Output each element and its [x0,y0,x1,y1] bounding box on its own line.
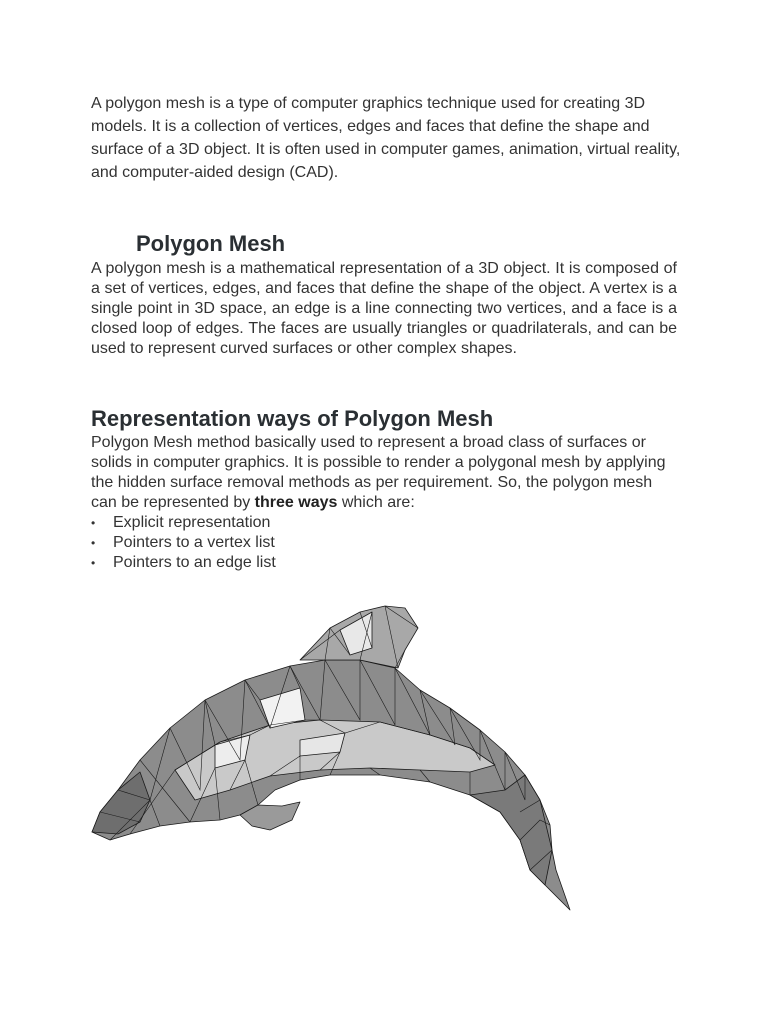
representation-text-end: which are: [337,494,415,511]
list-item [91,533,276,553]
intro-paragraph: A polygon mesh is a type of computer graphics technique used for creating 3D models. It is a collection of vertices, edges and faces that define the shape and surface of a 3D object. It is often used in computer games, animation, virtual reality, and computer-aided design (CAD). [91,95,681,181]
list-item-text: Pointers to an edge list [113,554,276,571]
polygon-mesh-heading: Polygon Mesh [136,231,286,256]
three-ways-emphasis: three ways [254,494,338,511]
bullet-icon: • [91,516,96,530]
polygon-mesh-paragraph: A polygon mesh is a mathematical representation of a 3D object. It is composed of a set of vertices, edges, and faces that define the shape of the object. A vertex is a single point in 3D space, an edge is a line connecting two vertices, and a face is a closed loop of edges. The faces are usually triangles or quadrilaterals, and can be used to represent curved surfaces or other complex shapes. [91,260,677,357]
representation-paragraph [91,433,681,513]
list-item [91,553,276,573]
list-item-text: Explicit representation [113,514,271,531]
representation-ways-list [91,513,276,573]
list-item [91,513,276,533]
bullet-icon: • [91,536,96,550]
representation-heading: Representation ways of Polygon Mesh [91,406,494,431]
dolphin-body [92,606,570,910]
list-item-text: Pointers to a vertex list [113,534,275,551]
bullet-icon: • [91,556,96,570]
representation-text-start: Polygon Mesh method basically used to represent a broad class of surfaces or solids in computer graphics. It is possible to render a polygonal mesh by applying the hidden surface removal methods as per requirement. So, the polygon mesh can be represented by [91,434,666,511]
dolphin-mesh-icon [85,600,585,920]
